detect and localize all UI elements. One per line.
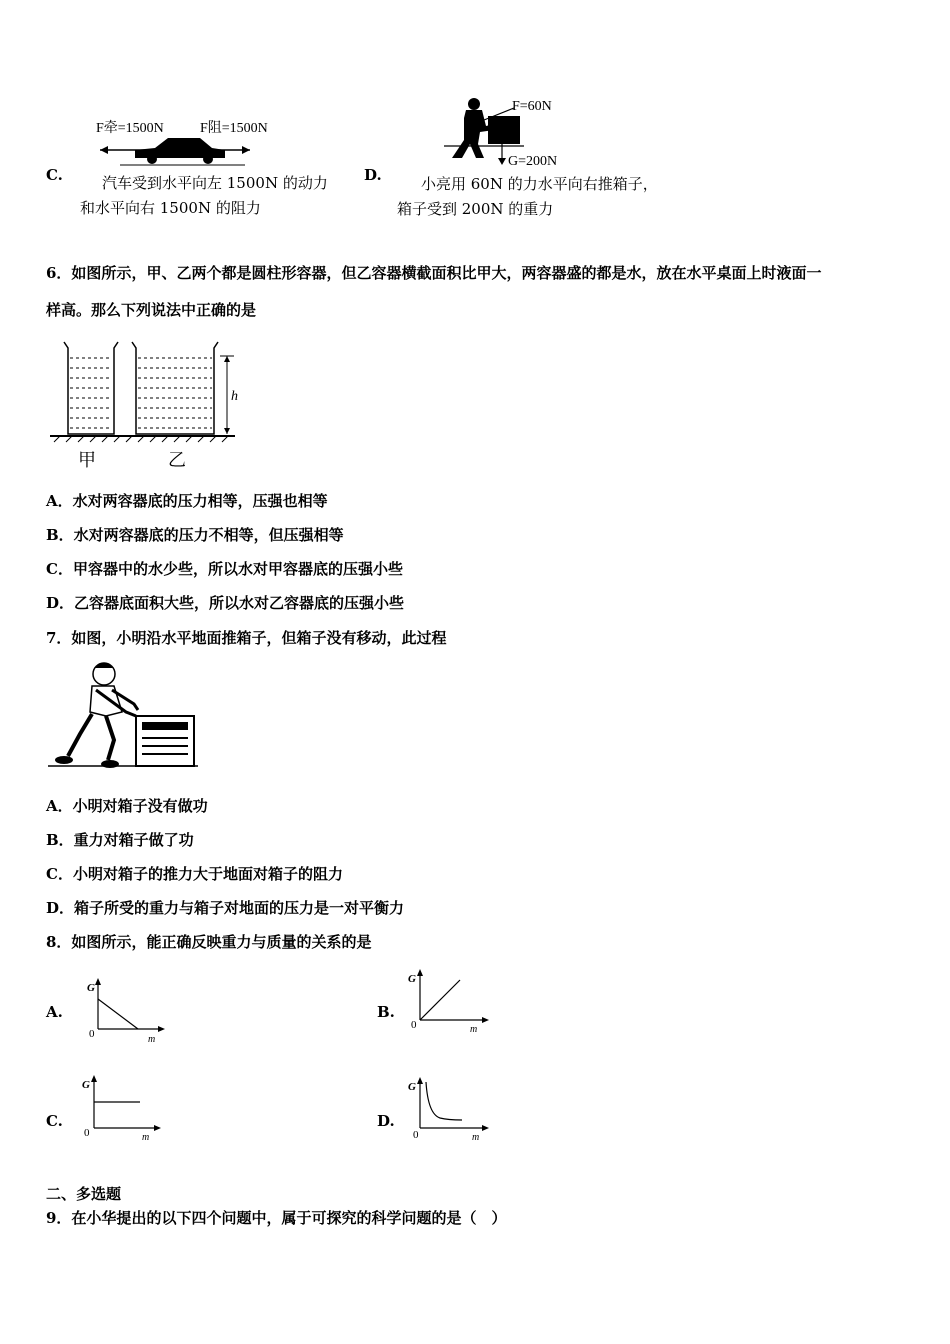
graph-b-axis-g: G bbox=[408, 973, 416, 985]
q9-stem: 9．在小华提出的以下四个问题中，属于可探究的科学问题的是（ ） bbox=[46, 1209, 507, 1227]
graph-d-axis-g: G bbox=[408, 1081, 416, 1093]
graph-b-origin: 0 bbox=[411, 1019, 417, 1031]
graph-c-origin: 0 bbox=[84, 1127, 90, 1139]
gravity-force-label: G=200N bbox=[508, 154, 558, 169]
q5-d-caption-line2: 箱子受到 200N 的重力 bbox=[397, 200, 554, 218]
graph-c-axis-g: G bbox=[82, 1079, 90, 1091]
container-jia-label: 甲 bbox=[78, 450, 96, 470]
boy-pushing-box-figure bbox=[48, 660, 198, 772]
graph-c-axis-m: m bbox=[142, 1132, 150, 1143]
graph-a-decreasing-line bbox=[82, 975, 172, 1045]
q8-stem: 8．如图所示，能正确反映重力与质量的关系的是 bbox=[46, 933, 372, 951]
graph-d-inverse-curve bbox=[404, 1074, 494, 1144]
q5-d-caption-line1: 小亮用 60N 的力水平向右推箱子， bbox=[421, 175, 658, 193]
q6-option-a[interactable]: A．水对两容器底的压力相等，压强也相等 bbox=[46, 492, 328, 510]
q5-option-d-letter: D. bbox=[364, 166, 382, 184]
q7-option-d[interactable]: D．箱子所受的重力与箱子对地面的压力是一对平衡力 bbox=[46, 899, 405, 917]
graph-b-axis-m: m bbox=[470, 1024, 478, 1035]
q5-option-c-letter: C. bbox=[46, 166, 63, 184]
q7-option-c[interactable]: C．小明对箱子的推力大于地面对箱子的阻力 bbox=[46, 865, 343, 883]
section-title: 二、多选题 bbox=[46, 1185, 122, 1203]
q8-option-a-label[interactable]: A. bbox=[46, 1003, 63, 1021]
q6-stem-line1: 6．如图所示，甲、乙两个都是圆柱形容器，但乙容器横截面积比甲大，两容器盛的都是水，放在水平桌面上时液面一 bbox=[46, 264, 822, 282]
container-yi-label: 乙 bbox=[168, 450, 186, 470]
q5-c-caption-line1: 汽车受到水平向左 1500N 的动力 bbox=[102, 174, 328, 192]
q8-option-d-label[interactable]: D. bbox=[377, 1112, 395, 1130]
q6-option-d[interactable]: D．乙容器底面积大些，所以水对乙容器底的压强小些 bbox=[46, 594, 405, 612]
graph-c-constant-line bbox=[78, 1072, 168, 1144]
q5-c-caption-line2: 和水平向右 1500N 的阻力 bbox=[80, 199, 261, 217]
graph-d-axis-m: m bbox=[472, 1132, 480, 1143]
graph-a-axis-g: G bbox=[87, 982, 95, 994]
car-force-right-label: F阻=1500N bbox=[200, 121, 268, 136]
height-label-h: h bbox=[231, 389, 238, 404]
q7-option-a[interactable]: A．小明对箱子没有做功 bbox=[46, 797, 208, 815]
two-containers-figure bbox=[50, 338, 240, 473]
q6-stem-line2: 样高。那么下列说法中正确的是 bbox=[46, 301, 257, 319]
car-force-figure bbox=[100, 130, 260, 170]
graph-b-proportional-line bbox=[404, 966, 494, 1036]
graph-a-axis-m: m bbox=[148, 1034, 156, 1045]
q8-option-b-label[interactable]: B. bbox=[377, 1003, 395, 1021]
q6-option-b[interactable]: B．水对两容器底的压力不相等，但压强相等 bbox=[46, 526, 344, 544]
q7-option-b[interactable]: B．重力对箱子做了功 bbox=[46, 831, 194, 849]
car-force-left-label: F牵=1500N bbox=[96, 121, 164, 136]
push-force-label: F=60N bbox=[512, 99, 552, 114]
q8-option-c-label[interactable]: C. bbox=[46, 1112, 63, 1130]
q6-option-c[interactable]: C．甲容器中的水少些，所以水对甲容器底的压强小些 bbox=[46, 560, 403, 578]
graph-d-origin: 0 bbox=[413, 1129, 419, 1141]
graph-a-origin: 0 bbox=[89, 1028, 95, 1040]
q7-stem: 7．如图，小明沿水平地面推箱子，但箱子没有移动，此过程 bbox=[46, 629, 447, 647]
